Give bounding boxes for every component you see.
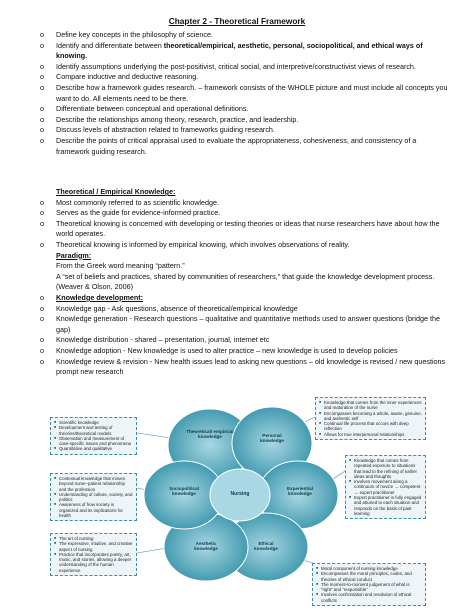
section-item-text: Serves as the guide for evidence-informed practice. [56,208,221,218]
box-list-item: ■ Observation and measurement of case-specific issues and phenomena [54,436,133,447]
bullet: o [40,82,44,92]
box-list-item: ■ Expert practitioner is fully engaged and attuned to each situation and responds on the basis of past learning [349,495,422,516]
objective-text: Define key concepts in the philosophy of science. [56,30,214,39]
box-list-item: ■ Understanding of culture, society, and politics [54,492,133,503]
bullet: o [40,345,44,355]
bullet: o [40,30,44,39]
box-list-item: ■ Scientific knowledge [54,420,133,425]
bullet: o [40,218,44,228]
petal-label-personal: Personal knowledge [260,433,284,444]
objective-text: Identify assumptions underlying the post-positivist, critical social, and interpretive/constructivist views of research. [56,61,416,71]
petal-label-experiential: Experiential knowledge [286,486,314,497]
kd-item [40,357,450,378]
bullet: o [40,135,44,145]
section-item [40,240,450,251]
box-experiential [345,455,426,519]
paradigm-line: From the Greek word meaning “pattern.” [56,261,185,271]
objective-text: Describe the relationships among theory, research, practice, and leadership. [56,114,299,124]
bullet: o [40,292,44,302]
objective-item [40,115,450,126]
box-list-item: ■ The moment-to-moment judgement of what is “right” and “responsible” [316,582,422,593]
page-title: Chapter 2 - Theoretical Framework [168,16,306,26]
petal-label-ethical: Ethical knowledge [254,541,278,552]
box-personal [315,397,426,440]
box-list-item: ■ Allows for true interpersonal relationships [319,432,422,437]
box-ethical [312,563,426,606]
bullet: o [40,114,44,124]
box-list-item: ■ Encompasses becoming a whole, aware, genuine, and authentic self [319,411,422,422]
objective-text: Differentiate between conceptual and operational definitions. [56,104,249,114]
objective-item [40,125,450,136]
objectives-list [40,30,450,157]
objective-item [40,83,450,104]
bullet: o [40,303,44,313]
box-list-item: ■ Involves movement along a continuum of novice → competent → expert practitioner [349,479,422,495]
box-list-item: ■ Moral component of nursing knowledge [316,566,422,571]
section-item-text: Most commonly referred to as scientific knowledge. [56,197,219,207]
box-list-item: ■ The expressive, intuitive, and creative aspect of nursing [54,541,133,552]
box-aesthetic [50,533,137,576]
section-item-text: Theoretical knowing is concerned with developing or testing theories or ideas that nurse researchers have about how the world operates. [56,218,440,239]
paradigm-lines [40,261,450,293]
objective-item [40,136,450,157]
objective-text: Describe how a framework guides research. – framework consists of the WHOLE picture and must include all concepts you want to do. All elements need to be there. [56,82,448,103]
objective-text: Identify and differentiate between [56,40,164,50]
box-list-item: ■ Practice that incorporates poetry, art, music, and stories, allowing a deeper understanding of the human experience [54,552,133,573]
box-list-item: ■ Involves confrontation and resolution of ethical conflicts [316,592,422,603]
box-list-item: ■ Quantitative and qualitative [54,446,133,451]
box-sociopolitical [50,473,137,521]
section-item [40,198,450,209]
box-list-item: ■ Knowledge that comes from the inner experiences and maturation of the nurse [319,400,422,411]
box-list-item: ■ Development and testing of theories/theoretical models [54,425,133,436]
box-list-item: ■ Continual life process that occurs with deep reflection [319,421,422,432]
petal-label-theoretical: Theoretical/ empirical knowledge [186,429,234,440]
theoretical-empirical-section [40,187,450,378]
paradigm-heading: Paradigm: [56,250,92,260]
kd-heading-row [40,293,450,304]
box-list [54,476,133,518]
kd-item [40,335,450,346]
bullet: o [40,40,44,50]
bullet: o [40,314,44,324]
box-list-item: ■ Encompasses the moral principles, codes, and theories of ethical conduct [316,571,422,582]
paradigm-line: A “set of beliefs and practices, shared by communities of researchers,” that guide the knowledge development process. (Weaver & Olson, 2006) [56,271,435,292]
kd-items [40,304,450,378]
box-list [54,536,133,573]
box-list-item: ■ The art of nursing [54,536,133,541]
bullet: o [40,104,44,114]
objective-item [40,104,450,115]
kd-item-text: Knowledge gap - Ask questions, absence of theoretical/empirical knowledge [56,303,298,313]
objective-text: Discuss levels of abstraction related to frameworks guiding research. [56,125,275,135]
bullet: o [40,61,44,71]
box-list [54,420,133,452]
objective-item [40,62,450,73]
kd-item [40,304,450,315]
kd-item-text: Knowledge adoption - New knowledge is used to alter practice – new knowledge is used to develop policies [56,345,398,355]
bullet: o [40,197,44,207]
bullet: o [40,208,44,218]
objective-text: theoretical/empirical, aesthetic, personal, sociopolitical, and ethical ways of knowing. [56,40,423,61]
box-list [349,458,422,516]
objective-text: Describe the points of critical appraisal used to evaluate the appropriateness, cohesiveness, and consistency of a framework guiding research. [56,135,417,156]
objective-item [40,72,450,83]
kd-item [40,346,450,357]
ways-of-knowing-diagram [50,393,426,605]
section-items [40,198,450,251]
bullet: o [40,72,44,82]
kd-heading: Knowledge development: [56,292,144,302]
kd-item [40,314,450,335]
objective-item [40,30,450,41]
center-label: Nursing [230,491,250,497]
bullet: o [40,356,44,366]
bullet: o [40,335,44,345]
kd-item-text: Knowledge distribution - shared – presentation, journal, internet etc [56,335,270,345]
box-theoretical [50,417,137,455]
section-item [40,208,450,219]
box-list-item: ■ Contextual knowledge that moves beyond nurse–patient relationship and the profession [54,476,133,492]
kd-item-text: Knowledge generation - Research questions – qualitative and quantitative methods used to answer questions (bridge the gap) [56,314,440,334]
petal-label-sociopolitical: Sociopolitical knowledge [169,486,199,497]
kd-item-text: Knowledge review & revision - New health issues lead to asking new questions – old knowledge is revised / new questions prompt new research [56,356,446,377]
objective-item [40,41,450,62]
section-heading: Theoretical / Empirical Knowledge: [56,187,176,196]
section-item-text: Theoretical knowing is informed by empirical knowing, which involves observations of reality. [56,239,350,249]
petal-label-aesthetic: Aesthetic knowledge [194,541,218,552]
box-list-item: ■ Awareness of how society is organized and its implications for health [54,502,133,518]
section-item [40,219,450,240]
box-list-item: ■ Knowledge that comes from repeated exposure to situations that lead to the refining of earlier ideas and thoughts [349,458,422,479]
bullet: o [40,239,44,249]
box-list [319,400,422,437]
box-list [316,566,422,603]
bullet: o [40,125,44,135]
objective-text: Compare inductive and deductive reasoning. [56,72,199,82]
